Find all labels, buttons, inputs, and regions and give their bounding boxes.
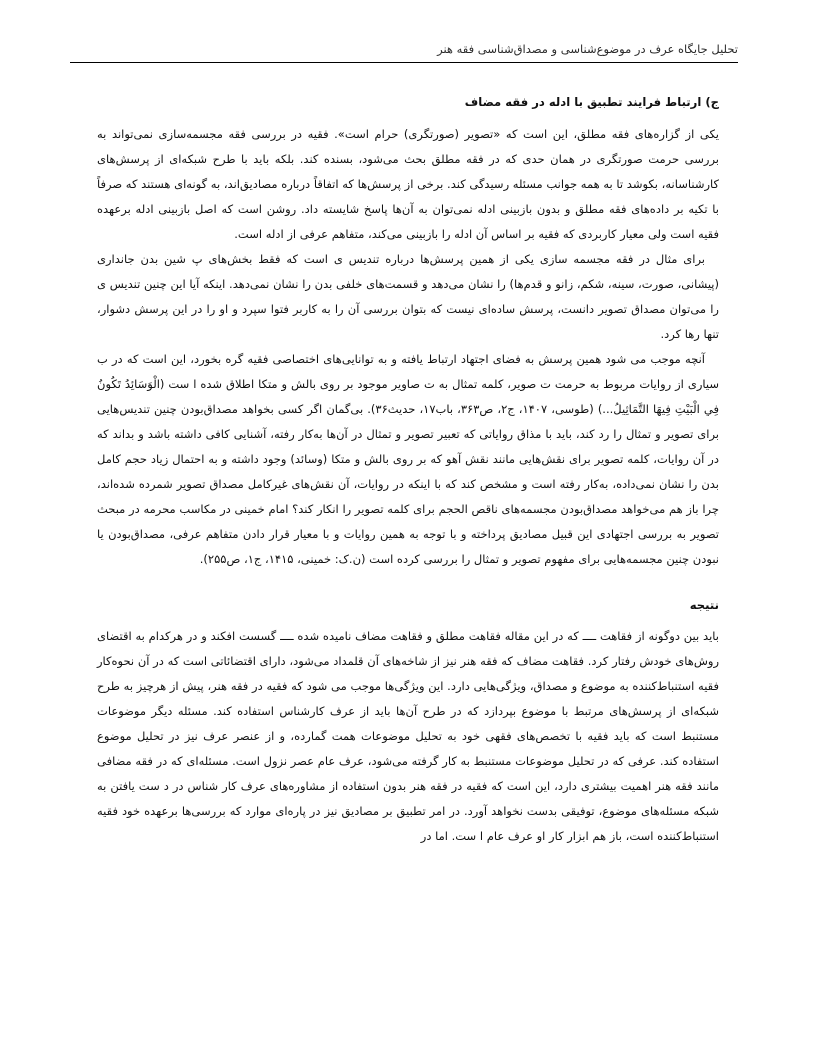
conclusion-paragraph: باید بین دوگونه از فقاهت ــــ که در این مقاله فقاهت مطلق و فقاهت مضاف نامیده شده ــــ گسست افکند و در هرکدام به اقتضای روش‌های خودش رفتار کرد. فقاهت مضاف که فقه هنر نیز از شاخه‌های آن قلمداد می‌شود، دارای اقتضائاتی است که در آن نحوه‌کار فقیه استنباط‌کننده به موضوع و مصداق، ویژگی‌هایی دارد. این ویژگی‌ها موجب می شود که فقیه در فقه هنر، پیش از هرچیز به طرح شبکه‌ای از پرسش‌های مرتبط با موضوع بپردازد که در طرح آن‌ها باید از عرف کارشناس استفاده کند. مسئله دیگر موضوعات مستنبط است که باید فقیه با تخصص‌های فقهی خود به تحلیل موضوعات همت گمارده، و از عنصر عرف نیز در تحلیل موضوع استفاده کند. عرفی که در تحلیل موضوعات مستنبط به کار گرفته می‌شود، عرف عام عصر نزول است. مسئله‌ای که در فقه مضافی مانند فقه هنر اهمیت بیشتری دارد، این است که فقیه در فقه هنر بدون استفاده از مشاوره‌های عرف کار شناس در د ست یافتن به شبکه مسئله‌های موضوع، توفیقی بدست نخواهد آورد. در امر تطبیق بر مصادیق نیز در پاره‌ای موارد که بررسی‌ها برعهده خود فقیه استنباط‌کننده است، باز هم ابزار کار او عرف عام ا ست. اما در: [97, 629, 719, 843]
paragraph-1: یکی از گزاره‌های فقه مطلق، این است که «تصویر (صورتگری) حرام است». فقیه در بررسی فقه مجسمه‌سازی نمی‌تواند به بررسی حرمت صورتگری در همان حدی که در فقه مطلق بحث می‌شود، بسنده کند. بلکه باید با طرح شبکه‌ای از پرسش‌های کارشناسانه، بکوشد تا به همه جوانب مسئله رسیدگی کند. برخی از پرسش‌ها که اتفاقاً درباره مصادیق‌اند، به گونه‌ای هستند که صرفاً با تکیه بر داده‌های فقه مطلق و بدون بازبینی ادله نمی‌توان به آن‌ها پاسخ شایسته داد. روشن است که اصل بازبینی ادله برعهده فقیه است ولی معیار کاربردی که فقیه بر اساس آن ادله را بازبینی می‌کند، متفاهم عرفی از ادله است.: [97, 127, 719, 241]
running-header-title: تحلیل جایگاه عرف در موضوع‌شناسی و مصداق‌شناسی فقه هنر: [437, 42, 738, 56]
paragraph-2: برای مثال در فقه مجسمه سازی یکی از همین پرسش‌ها درباره تندیس ی است که فقط بخش‌های پ شین بدن جانداری (پیشانی، صورت، سینه، شکم، زانو و قدم‌ها) را نشان می‌دهد و قسمت‌های خلفی بدن را نشان نمی‌دهد. اینکه آیا این چنین تندیس ی را می‌توان مصداق تصویر دانست، پرسش ساده‌ای نیست که بتوان بررسی آن را به کاربر فتوا سپرد و او را در این پرسش دشوار، تنها رها کرد.: [97, 252, 719, 341]
paragraph-3: آنچه موجب می شود همین پرسش به فضای اجتهاد ارتباط یافته و به توانایی‌های اختصاصی فقیه گره بخورد، این است که در ب سیاری از روایات مربوط به حرمت ت صویر، کلمه تمثال به ت صاویر موجود بر روی بالش و متکا اطلاق شده ا ست (الْوَسَائِدُ تَكُونُ فِي الْبَيْتِ فِيهَا التَّمَاثِيلُ...) (طوسی، ۱۴۰۷، ج۲، ص۳۶۳، باب۱۷، حدیث۳۶). بی‌گمان اگر کسی بخواهد مصداق‌بودن چنین تندیس‌هایی برای تصویر و تمثال را رد کند، باید با مذاق روایاتی که تعبیر تصویر و تمثال در آن‌ها به‌کار رفته، آشنایی کافی داشته باشد و بداند که در آن روایات، کلمه تصویر برای نقش‌هایی مانند نقش آهو که بر روی بالش و متکا (وسائد) وجود داشته و به احتمال زیاد حجم کامل بدن را نشان نمی‌داده، به‌کار رفته است و مشخص کند که با اینکه در روایات، آن نقش‌های غیرکامل مصداق تصویر شمرده شده‌اند، چرا باز هم می‌خواهد مصداق‌بودن مجسمه‌های ناقص الحجم برای کلمه تصویر را انکار کند؟ امام خمینی در مکاسب محرمه در مبحث تصویر به بررسی اجتهادی این قبیل مصادیق پرداخته و با توجه به همین روایات و با معیار قرار دادن متفاهم عرفی، مصداق‌بودن یا نبودن چنین مجسمه‌هایی برای مفهوم تصویر و تمثال را بررسی کرده است (ن.ک: خمینی، ۱۴۱۵، ج۱، ص۲۵۵).: [97, 352, 719, 566]
body-text: [97, 91, 719, 849]
conclusion-heading: نتیجه: [689, 598, 719, 612]
section-c-heading: ج) ارتباط فرایند تطبیق با ادله در فقه مضاف: [464, 95, 719, 109]
header-rule: [70, 62, 738, 63]
